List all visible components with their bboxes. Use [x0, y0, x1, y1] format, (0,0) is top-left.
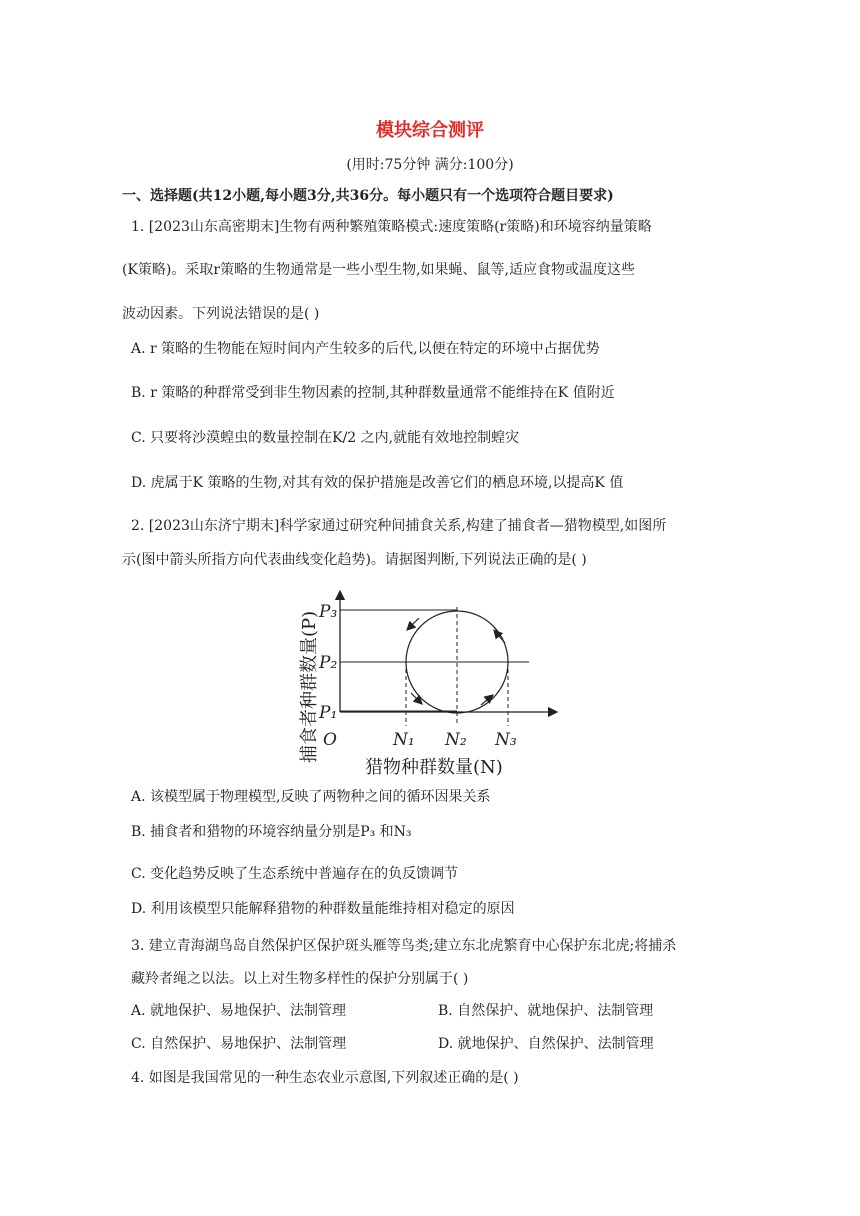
label-origin: O	[323, 730, 337, 750]
arrow-top-right	[494, 630, 505, 643]
q3-option-a: A. 就地保护、易地保护、法制管理	[131, 1003, 347, 1019]
q1-stem-line2: (K策略)。采取r策略的生物通常是一些小型生物,如果蝇、鼠等,适应食物或温度这些	[122, 262, 635, 278]
q2-option-d: D. 利用该模型只能解释猎物的种群数量能维持相对稳定的原因	[131, 901, 515, 917]
q1-option-c: C. 只要将沙漠蝗虫的数量控制在K/2 之内,就能有效地控制蝗灾	[131, 430, 520, 446]
label-p1: P₁	[319, 703, 338, 723]
q1-option-a: A. r 策略的生物能在短时间内产生较多的后代,以便在特定的环境中占据优势	[131, 341, 600, 357]
y-axis-label: 捕食者种群数量(P)	[299, 610, 320, 763]
q1-stem-line3: 波动因素。下列说法错误的是( )	[122, 306, 320, 322]
subtitle: (用时:75分钟 满分:100分)	[346, 157, 514, 173]
q3-option-c: C. 自然保护、易地保护、法制管理	[131, 1036, 347, 1052]
arrow-bottom-left	[411, 693, 422, 704]
q3-stem-line2: 藏羚者绳之以法。以上对生物多样性的保护分别属于( )	[131, 971, 469, 987]
page-title: 模块综合测评	[376, 120, 484, 141]
q3-stem-line1: 3. 建立青海湖鸟岛自然保护区保护斑头雁等鸟类;建立东北虎繁育中心保护东北虎;将捕杀	[131, 938, 677, 954]
q1-option-d: D. 虎属于K 策略的生物,对其有效的保护措施是改善它们的栖息环境,以提高K 值	[131, 475, 624, 491]
q2-stem-line2: 示(图中箭头所指方向代表曲线变化趋势)。请据图判断,下列说法正确的是( )	[122, 552, 587, 568]
arrow-top-left	[407, 618, 419, 630]
q2-option-c: C. 变化趋势反映了生态系统中普遍存在的负反馈调节	[131, 866, 459, 882]
x-axis-label: 猎物种群数量(N)	[365, 757, 503, 778]
predator-prey-figure	[295, 585, 565, 785]
q2-stem-line1: 2. [2023山东济宁期末]科学家通过研究种间捕食关系,构建了捕食者—猎物模型,如图所	[131, 518, 667, 534]
label-n3: N₃	[495, 730, 517, 750]
label-p2: P₂	[319, 653, 338, 673]
q1-option-b: B. r 策略的种群常受到非生物因素的控制,其种群数量通常不能维持在K 值附近	[131, 385, 615, 401]
label-p3: P₃	[319, 602, 338, 622]
label-n1: N₁	[393, 730, 415, 750]
q2-option-b: B. 捕食者和猎物的环境容纳量分别是P₃ 和N₃	[131, 824, 412, 840]
section-heading: 一、选择题(共12小题,每小题3分,共36分。每小题只有一个选项符合题目要求)	[122, 188, 614, 204]
q3-option-b: B. 自然保护、就地保护、法制管理	[438, 1003, 654, 1019]
label-n2: N₂	[445, 730, 467, 750]
q2-option-a: A. 该模型属于物理模型,反映了两物种之间的循环因果关系	[131, 789, 491, 805]
q3-option-d: D. 就地保护、自然保护、法制管理	[438, 1036, 654, 1052]
q1-stem-line1: 1. [2023山东高密期末]生物有两种繁殖策略模式:速度策略(r策略)和环境容纳量策略	[131, 219, 652, 235]
q4-stem-line1: 4. 如图是我国常见的一种生态农业示意图,下列叙述正确的是( )	[131, 1070, 519, 1086]
